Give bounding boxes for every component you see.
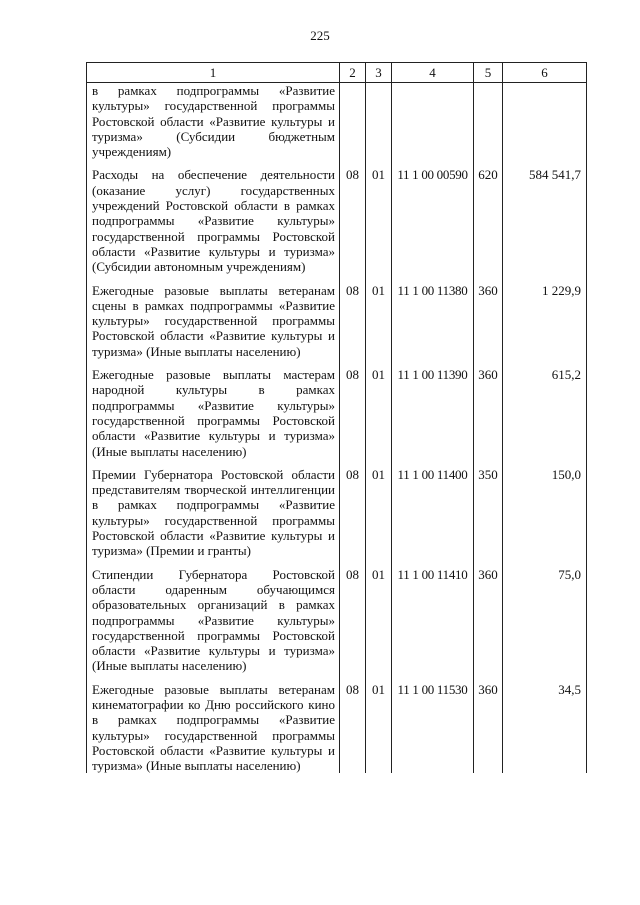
row-description: Премии Губернатора Ростовской области представителям творческой интеллигенции в рамках подпрограммы «Развитие культуры» государственной программы Ростовской области «Развитие культуры и туризма» (Премии и гранты)	[87, 467, 340, 567]
row-amount: 584 541,7	[503, 167, 587, 282]
row-section-code: 08	[340, 167, 366, 282]
row-target-article: 11 1 00 11400	[392, 467, 474, 567]
row-section-code: 08	[340, 283, 366, 367]
row-expense-type	[474, 83, 503, 168]
row-description: Расходы на обеспечение деятельности (оказание услуг) государственных учреждений Ростовской области в рамках подпрограммы «Развитие культуры» государственной программы Ростовской области «Развитие культуры и туризма» (Субсидии автономным учреждениям)	[87, 167, 340, 282]
row-amount: 615,2	[503, 367, 587, 467]
header-col-3: 3	[366, 63, 392, 83]
row-subsection-code: 01	[366, 467, 392, 567]
page-number: 225	[310, 28, 330, 43]
row-target-article: 11 1 00 11530	[392, 682, 474, 774]
row-subsection-code: 01	[366, 682, 392, 774]
header-col-1: 1	[87, 63, 340, 83]
row-amount	[503, 83, 587, 168]
row-amount: 150,0	[503, 467, 587, 567]
row-description: в рамках подпрограммы «Развитие культуры» государственной программы Ростовской области «Развитие культуры и туризма» (Субсидии бюджетным учреждениям)	[87, 83, 340, 168]
row-expense-type: 360	[474, 567, 503, 682]
row-target-article: 11 1 00 11390	[392, 367, 474, 467]
row-subsection-code: 01	[366, 283, 392, 367]
row-subsection-code: 01	[366, 567, 392, 682]
row-subsection-code: 01	[366, 367, 392, 467]
row-target-article	[392, 83, 474, 168]
table-row	[87, 367, 587, 467]
table-row	[87, 467, 587, 567]
row-target-article: 11 1 00 11410	[392, 567, 474, 682]
row-amount: 34,5	[503, 682, 587, 774]
row-description: Ежегодные разовые выплаты ветеранам кинематографии ко Дню российского кино в рамках подпрограммы «Развитие культуры» государственной программы Ростовской области «Развитие культуры и туризма» (Иные выплаты населению)	[87, 682, 340, 774]
row-expense-type: 360	[474, 682, 503, 774]
row-expense-type: 360	[474, 283, 503, 367]
row-amount: 75,0	[503, 567, 587, 682]
row-section-code: 08	[340, 467, 366, 567]
header-col-2: 2	[340, 63, 366, 83]
table-row	[87, 283, 587, 367]
row-target-article: 11 1 00 00590	[392, 167, 474, 282]
table-row	[87, 682, 587, 774]
row-description: Ежегодные разовые выплаты ветеранам сцены в рамках подпрограммы «Развитие культуры» государственной программы Ростовской области «Развитие культуры и туризма» (Иные выплаты населению)	[87, 283, 340, 367]
table-header-row	[87, 63, 587, 83]
row-section-code: 08	[340, 367, 366, 467]
row-section-code: 08	[340, 682, 366, 774]
row-description: Стипендии Губернатора Ростовской области одаренным обучающимся образовательных организаций в рамках подпрограммы «Развитие культуры» государственной программы Ростовской области «Развитие культуры и туризма» (Иные выплаты населению)	[87, 567, 340, 682]
budget-table	[86, 62, 587, 773]
row-expense-type: 350	[474, 467, 503, 567]
header-col-6: 6	[503, 63, 587, 83]
row-subsection-code: 01	[366, 167, 392, 282]
table-row	[87, 567, 587, 682]
row-target-article: 11 1 00 11380	[392, 283, 474, 367]
header-col-4: 4	[392, 63, 474, 83]
row-amount: 1 229,9	[503, 283, 587, 367]
header-col-5: 5	[474, 63, 503, 83]
table-row	[87, 83, 587, 168]
row-expense-type: 620	[474, 167, 503, 282]
row-subsection-code	[366, 83, 392, 168]
row-expense-type: 360	[474, 367, 503, 467]
table-row	[87, 167, 587, 282]
row-description: Ежегодные разовые выплаты мастерам народной культуры в рамках подпрограммы «Развитие культуры» государственной программы Ростовской области «Развитие культуры и туризма» (Иные выплаты населению)	[87, 367, 340, 467]
row-section-code	[340, 83, 366, 168]
row-section-code: 08	[340, 567, 366, 682]
